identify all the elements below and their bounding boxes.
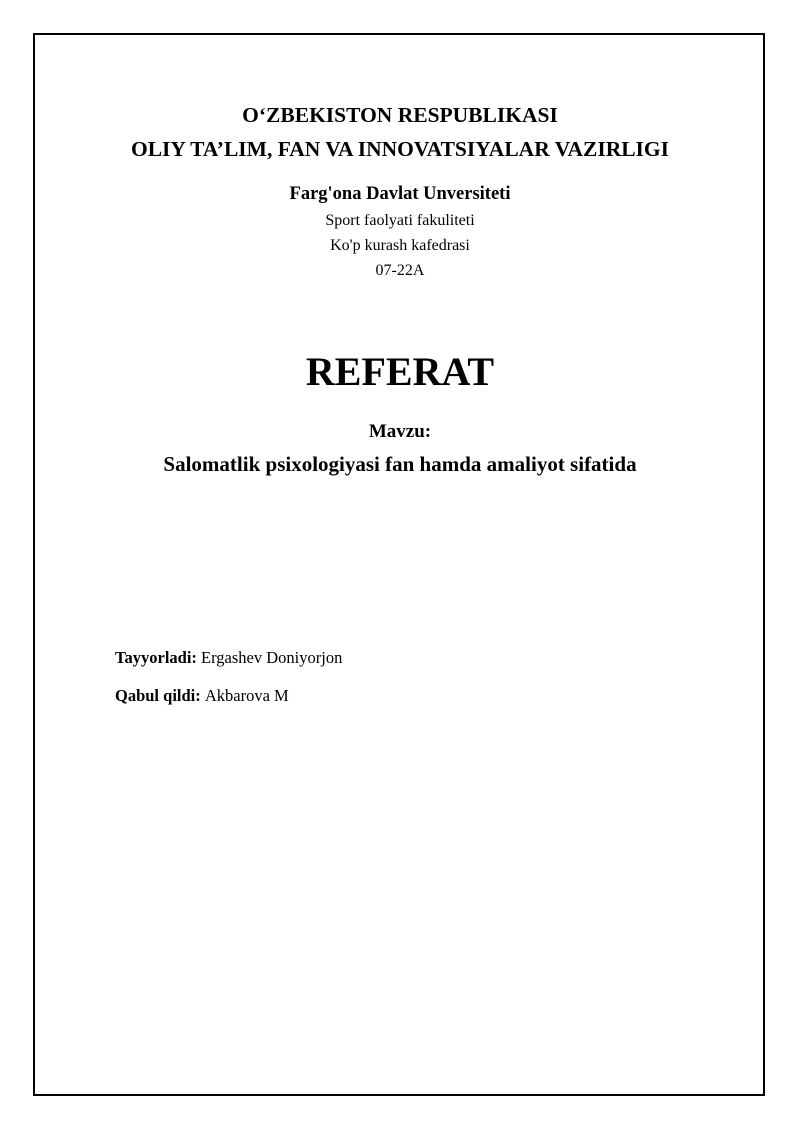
department-name: Ko'p kurash kafedrasi bbox=[330, 237, 470, 254]
university-name: Farg'ona Davlat Unversiteti bbox=[289, 184, 511, 204]
document-title: REFERAT bbox=[305, 349, 495, 394]
topic-label: Mavzu: bbox=[368, 421, 432, 442]
prepared-by-row bbox=[115, 646, 342, 670]
topic-text: Salomatlik psixologiyasi fan hamda amaliyot sifatida bbox=[163, 452, 637, 476]
ministry-line-1: O‘ZBEKISTON RESPUBLIKASI bbox=[242, 103, 558, 127]
prepared-by-label: Tayyorladi: bbox=[115, 648, 202, 667]
ministry-header bbox=[0, 98, 800, 166]
accepted-by-label: Qabul qildi: bbox=[115, 686, 205, 705]
group-code: 07-22A bbox=[375, 262, 425, 279]
faculty-name: Sport faolyati fakuliteti bbox=[325, 212, 475, 229]
accepted-by-row bbox=[115, 684, 289, 708]
ministry-line-2: OLIY TA’LIM, FAN VA INNOVATSIYALAR VAZIRLIGI bbox=[130, 137, 670, 161]
prepared-by-name: Ergashev Doniyorjon bbox=[201, 648, 343, 667]
accepted-by-name: Akbarova M bbox=[204, 686, 289, 705]
